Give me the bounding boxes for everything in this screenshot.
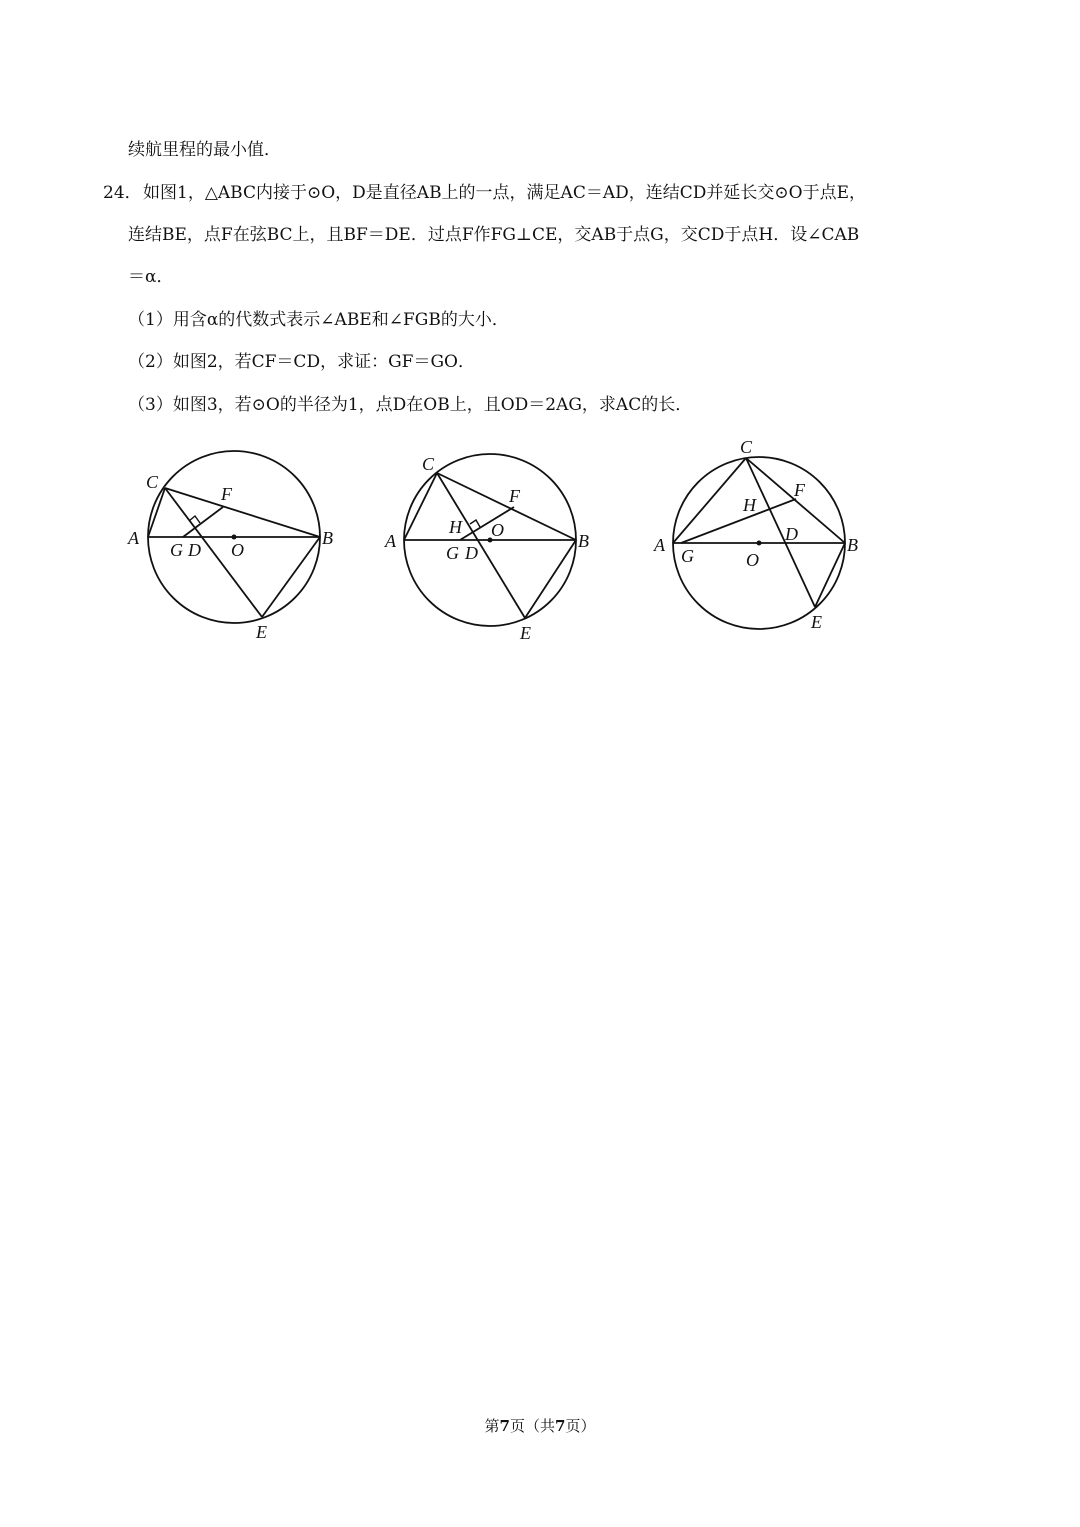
question-2: （2）如图2，若CF＝CD，求证：GF＝GO． [128,352,475,372]
fig2-label-g: G [446,543,459,563]
fig3-label-e: E [811,612,822,632]
footer-total-pages: 7 [555,1417,566,1435]
problem-line-2: 连结BE，点F在弦BC上，且BF＝DE．过点F作FG⊥CE，交AB于点G，交CD于点H．设∠CAB [128,225,860,245]
fig2-segment-be [525,540,576,618]
fig3-segment-be [815,543,845,607]
fig1-label-c: C [146,472,159,492]
problem-line-3: ＝α． [128,267,174,287]
fig3-label-c: C [740,437,753,457]
footer-page-number: 7 [499,1417,510,1435]
fig3-label-g: G [681,546,694,566]
fig1-label-g: G [170,540,183,560]
question-3: （3）如图3，若⊙O的半径为1，点D在OB上，且OD＝2AG，求AC的长． [128,395,693,415]
footer-suffix: 页） [565,1417,596,1435]
footer-middle: 页（共 [509,1417,555,1435]
fig3-center-dot [757,541,762,546]
fig3-label-o: O [746,550,759,570]
fig3-label-d: D [785,524,798,544]
fig2-label-a: A [385,531,396,551]
fig1-label-a: A [128,528,139,548]
fig2-label-f: F [509,486,520,506]
page-footer [0,1416,1080,1436]
fig2-right-angle-mark [470,520,480,527]
fig1-label-e: E [256,622,267,642]
fig1-segment-gf [183,507,223,537]
fig2-label-b: B [578,531,589,551]
problem-number: 24． [103,183,142,203]
fig3-label-h: H [743,495,756,515]
question-1: （1）用含α的代数式表示∠ABE和∠FGB的大小． [128,310,509,330]
fig3-label-f: F [794,480,805,500]
footer-prefix: 第 [484,1417,500,1435]
fig1-segment-be [262,537,320,617]
fig1-label-b: B [322,528,333,548]
fig2-label-h: H [449,517,462,537]
fig1-segment-ac [148,488,165,537]
problem-line-1: 如图1，△ABC内接于⊙O，D是直径AB上的一点，满足AC＝AD，连结CD并延长交⊙O于点E， [143,183,866,203]
fig1-center-dot [232,535,237,540]
intro-line: 续航里程的最小值． [128,140,281,160]
fig2-label-c: C [422,454,435,474]
fig2-label-d: D [465,543,478,563]
fig3-label-a: A [654,535,665,555]
fig3-segment-gf [681,499,796,543]
fig1-label-o: O [231,540,244,560]
fig2-label-e: E [520,623,531,643]
fig1-label-f: F [221,484,232,504]
fig1-label-d: D [188,540,201,560]
figure-2 [380,445,610,655]
fig3-label-b: B [847,535,858,555]
fig1-segment-cb [165,488,320,537]
fig2-segment-ac [404,473,437,540]
figure-1 [120,440,350,650]
fig2-label-o: O [491,520,504,540]
figure-3 [650,430,880,640]
